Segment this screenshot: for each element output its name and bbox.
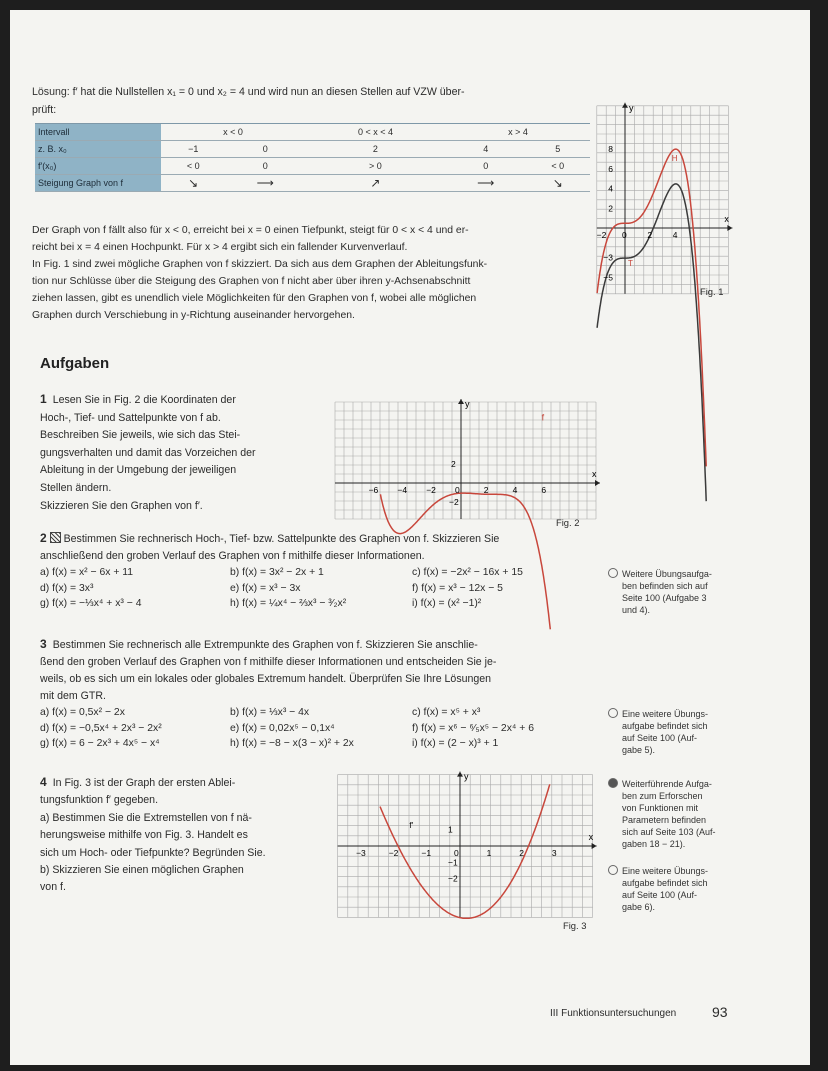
table-cell: x < 0 (161, 124, 305, 141)
task-1-text: Beschreiben Sie jeweils, wie sich das Stei- (40, 429, 241, 442)
sidenote-4 (608, 865, 738, 913)
sidenote-text: ben befinden sich auf (622, 581, 708, 591)
table-cell (305, 175, 332, 192)
y-tick-label: −2 (449, 496, 459, 507)
x-tick-label: 0 (455, 485, 460, 495)
textbook-page (10, 10, 810, 1065)
task-3-line (40, 688, 600, 705)
sidenote-1 (608, 568, 738, 616)
figure-2 (315, 395, 600, 525)
circle-icon (608, 865, 618, 875)
x-axis-arrow (592, 843, 597, 849)
x-tick-label: −2 (596, 230, 607, 240)
table-cell: 4 (446, 141, 526, 158)
sidenote-text: gabe 6). (622, 902, 656, 912)
task-2-grid-icon (50, 532, 61, 543)
figure-1 (595, 88, 735, 296)
task-4-text: von f. (40, 881, 66, 894)
paragraph-line: tion nur Schlüsse über die Steigung des Graphen von f nicht aber über ihren y-Achsenabschnitt (32, 276, 471, 287)
y-tick-label: 8 (608, 144, 613, 155)
exercise-item: a) f(x) = x² − 6x + 11 (40, 567, 134, 578)
sidenote-line (608, 790, 738, 802)
sidenote-text: auf Seite 100 (Auf- (622, 733, 698, 743)
x-tick-label: −3 (356, 848, 366, 858)
sidenote-line (608, 778, 738, 790)
x-tick-label: −2 (426, 485, 436, 495)
exercise-item: g) f(x) = 6 − 2x³ + 4x⁵ − x⁴ (40, 738, 160, 749)
sidenote-text: sich auf Seite 103 (Auf- (622, 827, 716, 837)
y-axis-arrow (622, 103, 628, 108)
tasks-heading: Aufgaben (40, 355, 110, 372)
sign-change-table (35, 123, 590, 192)
task-3-line (40, 671, 600, 688)
table-cell: < 0 (526, 158, 590, 175)
table-cell: < 0 (161, 158, 225, 175)
exercise-item: i) f(x) = (2 − x)³ + 1 (412, 738, 499, 749)
table-cell: ↘ (161, 175, 225, 192)
y-tick-label: 2 (451, 459, 456, 470)
table-row (35, 175, 590, 192)
sidenote-line (608, 568, 738, 580)
task-1-text: Ableitung in der Umgebung der jeweiligen (40, 464, 237, 477)
table-cell: 0 (225, 141, 305, 158)
solution-intro-text: f′ hat die Nullstellen x₁ = 0 und x₂ = 4 und wird nun an diesen Stellen auf VZW über- (72, 86, 465, 98)
sidenote-3 (608, 778, 738, 850)
exercise-item: d) f(x) = −0,5x⁴ + 2x³ − 2x² (40, 722, 162, 734)
y-axis-arrow (457, 772, 463, 777)
sidenote-text: von Funktionen mit (622, 803, 699, 813)
table-row (35, 124, 590, 141)
task-3-text: Bestimmen Sie rechnerisch alle Extrempunkte des Graphen von f. Skizzieren Sie anschlie- (52, 639, 478, 651)
task-4-text: In Fig. 3 ist der Graph der ersten Ablei- (52, 777, 236, 789)
table-cell: 2 (333, 141, 419, 158)
y-tick-label: −5 (603, 272, 613, 283)
task-4-line (40, 845, 320, 862)
table-cell: > 0 (333, 158, 419, 175)
y-tick-label: 6 (608, 163, 613, 174)
y-tick-label: −1 (448, 857, 458, 868)
sidenote-line (608, 580, 738, 592)
sidenote-line (608, 802, 738, 814)
x-axis-arrow (727, 225, 732, 231)
x-tick-label: 6 (541, 485, 547, 495)
task-4-line (40, 792, 320, 809)
task-3-line (40, 654, 600, 671)
sidenote-text: gaben 18 − 21). (622, 839, 686, 849)
table-cell: ⟶ (446, 175, 526, 192)
task-4 (40, 774, 320, 897)
task-1-line (40, 498, 320, 516)
task-4-line (40, 827, 320, 844)
y-tick-label: 2 (608, 203, 613, 214)
solution-label: Lösung: (32, 86, 70, 98)
task-1-line (40, 445, 320, 463)
fig1-graph-f-upper (597, 149, 706, 466)
table-cell (418, 175, 446, 192)
y-tick-label: −3 (603, 252, 613, 263)
sidenote-2 (608, 708, 738, 756)
sidenote-line (608, 720, 738, 732)
task-1-line (40, 427, 320, 445)
sidenote-text: Eine weitere Übungs- (622, 866, 709, 876)
task-1 (40, 391, 320, 515)
sidenote-line (608, 901, 738, 913)
task-2 (40, 530, 600, 565)
y-tick-label: 4 (608, 183, 613, 194)
sidenote-text: Parametern befinden (622, 815, 707, 825)
paragraph-line: Der Graph von f fällt also für x < 0, erreicht bei x = 0 einen Tiefpunkt, steigt für 0 < x < 4 und er- (32, 225, 469, 236)
x-axis-label: x (588, 832, 594, 842)
table-row-header: Steigung Graph von f (35, 175, 161, 192)
task-3-text: mit dem GTR. (40, 690, 106, 702)
sidenote-line (608, 877, 738, 889)
x-tick-label: 2 (519, 848, 525, 858)
y-axis-arrow (458, 399, 464, 404)
task-4-text: herungsweise mithilfe von Fig. 3. Handelt es (40, 829, 248, 842)
table-cell: 0 (446, 158, 526, 175)
table-cell: ⟶ (225, 175, 305, 192)
exercise-item: c) f(x) = x⁵ + x³ (412, 707, 481, 718)
table-cell: −1 (161, 141, 225, 158)
task-4-text: b) Skizzieren Sie einen möglichen Graphen (40, 864, 244, 877)
sidenote-line (608, 732, 738, 744)
x-axis-arrow (595, 480, 600, 486)
x-tick-label: 4 (672, 230, 678, 240)
table-cell: 0 < x < 4 (305, 124, 446, 141)
fig1-caption: Fig. 1 (700, 286, 724, 297)
x-tick-label: −2 (388, 848, 399, 858)
task-4-text: a) Bestimmen Sie die Extremstellen von f nä- (40, 811, 252, 824)
sidenote-text: und 4). (622, 605, 651, 615)
sidenote-text: ben zum Erforschen (622, 791, 703, 801)
task-4-line (40, 810, 320, 827)
task-1-text: Lesen Sie in Fig. 2 die Koordinaten der (52, 394, 236, 406)
x-tick-label: 1 (486, 848, 492, 858)
paragraph-line: In Fig. 1 sind zwei mögliche Graphen von f skizziert. Da sich aus dem Graphen der Ableitungsfunk- (32, 259, 488, 270)
task-1-text: gungsverhalten und damit das Vorzeichen der (40, 446, 256, 459)
x-tick-label: 2 (483, 485, 489, 495)
exercise-item: b) f(x) = 3x² − 2x + 1 (230, 567, 324, 578)
table-cell: ↘ (526, 175, 590, 192)
exercise-item: d) f(x) = 3x³ (40, 582, 94, 594)
fig2-curve-label: f (541, 412, 545, 423)
x-axis-label: x (592, 469, 597, 479)
task-1-line (40, 391, 320, 410)
table-cell (305, 141, 332, 158)
task-1-line (40, 410, 320, 428)
x-tick-label: 0 (454, 848, 459, 858)
task-1-line (40, 462, 320, 480)
task-1-line (40, 480, 320, 498)
y-axis-label: y (629, 102, 634, 113)
table-cell (305, 158, 332, 175)
task-3-line (40, 636, 600, 654)
y-tick-label: 1 (448, 824, 453, 835)
sidenote-text: Eine weitere Übungs- (622, 709, 709, 719)
sidenote-line (608, 838, 738, 850)
table-row-header: Intervall (35, 124, 161, 141)
exercise-item: g) f(x) = −⅓x⁴ + x³ − 4 (40, 598, 142, 609)
table-row-header: f′(x₀) (35, 158, 161, 175)
sidenote-text: gabe 5). (622, 745, 656, 755)
exercise-item: e) f(x) = 0,02x⁵ − 0,1x⁴ (230, 722, 335, 734)
table-cell: 5 (526, 141, 590, 158)
task-4-line (40, 879, 320, 896)
task-3 (40, 636, 600, 705)
task-2-text-1: Bestimmen Sie rechnerisch Hoch-, Tief- bzw. Sattelpunkte des Graphen von f. Skizzieren Sie (63, 533, 500, 545)
exercise-item: c) f(x) = −2x² − 16x + 15 (412, 567, 523, 578)
x-tick-label: 2 (647, 230, 653, 240)
sidenote-line (608, 826, 738, 838)
task-1-text: Skizzieren Sie den Graphen von f′. (40, 499, 203, 512)
x-tick-label: −1 (421, 848, 432, 858)
sidenote-text: aufgabe befindet sich (622, 721, 708, 731)
task-1-text: Stellen ändern. (40, 481, 112, 494)
fig1-label-T: T (628, 259, 633, 269)
task-2-text-2: anschließend den groben Verlauf des Graphen von f mithilfe dieser Informationen. (40, 550, 425, 562)
paragraph-line: reicht bei x = 4 einen Hochpunkt. Für x > 4 ergibt sich ein fallender Kurvenverlauf. (32, 242, 408, 253)
task-4-line (40, 774, 320, 792)
table-row (35, 141, 590, 158)
sidenote-line (608, 814, 738, 826)
paragraph-line: Graphen durch Verschiebung in y-Richtung auseinander hervorgehen. (32, 310, 355, 321)
footer-chapter: III Funktionsuntersuchungen (550, 1008, 677, 1019)
exercise-item: i) f(x) = (x² −1)² (412, 598, 482, 609)
x-tick-label: −6 (368, 485, 379, 495)
x-tick-label: 0 (622, 230, 627, 240)
exercise-item: e) f(x) = x³ − 3x (230, 582, 301, 594)
fig1-label-H: H (671, 154, 678, 164)
fig3-caption: Fig. 3 (563, 920, 587, 931)
task-4-text: tungsfunktion f′ gegeben. (40, 794, 159, 807)
sidenote-text: Seite 100 (Aufgabe 3 (622, 593, 707, 603)
fig3-curve-label: f′ (409, 821, 414, 831)
figure-3 (322, 771, 594, 924)
sidenote-line (608, 592, 738, 604)
task-4-number: 4 (40, 775, 47, 789)
task-3-text: weils, ob es sich um ein lokales oder globales Extremum handelt. Überprüfen Sie Ihre Lösungen (40, 673, 492, 685)
paragraph-line: ziehen lassen, gibt es unendlich viele Möglichkeiten für den Graphen von f, wobei alle möglichen (32, 293, 477, 304)
fig2-caption: Fig. 2 (556, 517, 580, 528)
filled-circle-icon (608, 778, 618, 788)
sidenote-text: auf Seite 100 (Auf- (622, 890, 698, 900)
solution-paragraph (32, 222, 612, 324)
table-cell (418, 158, 446, 175)
x-tick-label: 3 (551, 848, 557, 858)
sidenote-text: aufgabe befindet sich (622, 878, 708, 888)
table-row-header: z. B. x₀ (35, 141, 161, 158)
table-cell: 0 (225, 158, 305, 175)
task-1-number: 1 (40, 392, 47, 406)
exercise-item: a) f(x) = 0,5x² − 2x (40, 707, 125, 718)
exercise-item: h) f(x) = ¼x⁴ − ⅔x³ − ³⁄₂x² (230, 598, 347, 609)
circle-icon (608, 708, 618, 718)
sidenote-text: Weitere Übungsaufga- (622, 569, 712, 579)
exercise-item: f) f(x) = x⁶ − ⁶⁄₅x⁵ − 2x⁴ + 6 (412, 722, 534, 734)
exercise-item: b) f(x) = ⅓x³ − 4x (230, 707, 310, 718)
solution-intro (32, 84, 465, 101)
task-4-text: sich um Hoch- oder Tiefpunkte? Begründen Sie. (40, 846, 266, 859)
table-cell: ↗ (333, 175, 419, 192)
sidenote-line (608, 708, 738, 720)
page-number: 93 (712, 1004, 728, 1020)
sidenote-text: Weiterführende Aufga- (622, 779, 712, 789)
task-3-text: ßend den groben Verlauf des Graphen von f mithilfe dieser Informationen und entscheiden Sie je- (40, 656, 497, 668)
sidenote-line (608, 889, 738, 901)
task-4-line (40, 862, 320, 879)
exercise-item: f) f(x) = x³ − 12x − 5 (412, 582, 503, 594)
solution-intro-2: prüft: (32, 104, 57, 116)
sidenote-line (608, 744, 738, 756)
table-cell: x > 4 (446, 124, 590, 141)
table-cell (418, 141, 446, 158)
y-axis-label: y (464, 771, 469, 782)
task-2-number: 2 (40, 531, 47, 545)
fig3-graph-f-prime (380, 784, 550, 918)
x-axis-label: x (724, 214, 729, 224)
circle-icon (608, 568, 618, 578)
x-tick-label: −4 (397, 485, 408, 495)
y-tick-label: −2 (448, 873, 458, 884)
sidenote-line (608, 604, 738, 616)
exercise-item: h) f(x) = −8 − x(3 − x)² + 2x (230, 738, 354, 749)
sidenote-line (608, 865, 738, 877)
x-tick-label: 4 (512, 485, 518, 495)
y-axis-label: y (465, 399, 470, 409)
table-row (35, 158, 590, 175)
task-3-number: 3 (40, 637, 47, 651)
task-1-text: Hoch-, Tief- und Sattelpunkte von f ab. (40, 411, 221, 424)
